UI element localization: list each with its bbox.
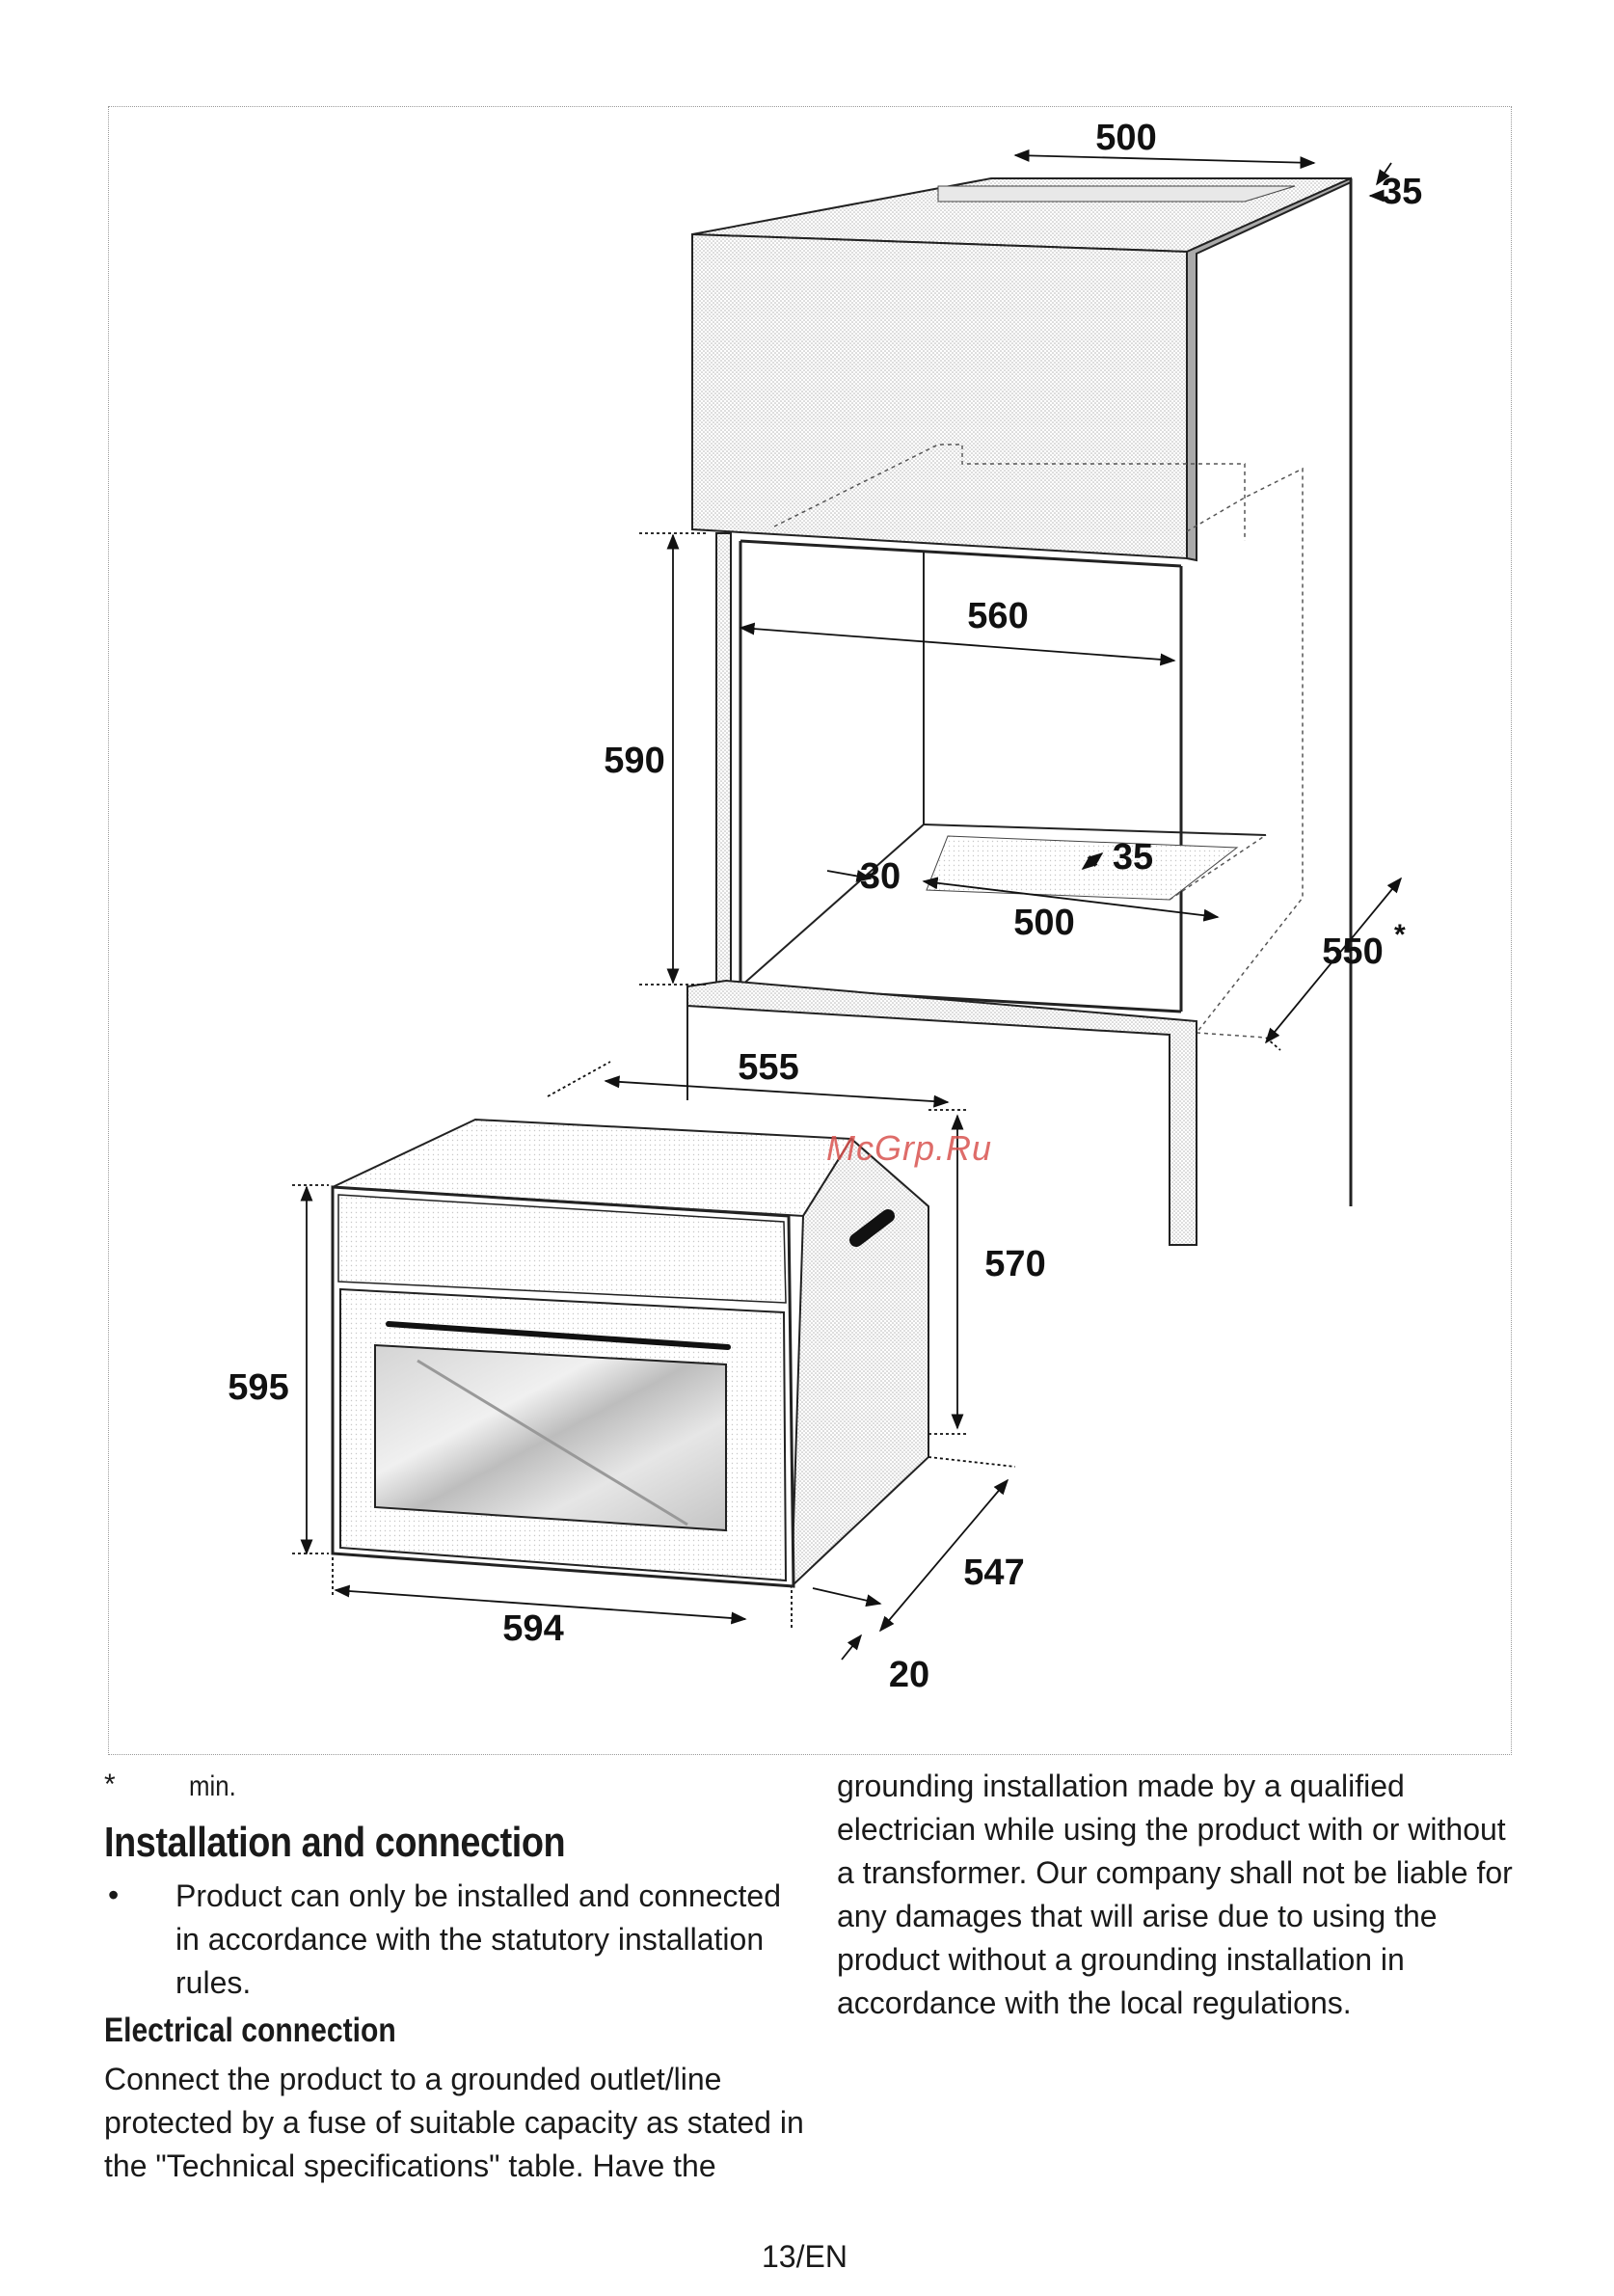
dim-bottom-depth: 35 xyxy=(1112,837,1154,878)
bullet-text: Product can only be installed and connected in accordance with the statutory installation rules. xyxy=(175,1878,781,2000)
section-title: Installation and connection xyxy=(104,1819,566,1866)
dim-bottom-gap: 30 xyxy=(859,856,901,897)
footnote-text: min. xyxy=(189,1770,236,1802)
dim-oven-depth: 555 xyxy=(738,1047,799,1088)
dim-bottom-width: 500 xyxy=(1013,903,1075,943)
page-number: 13/EN xyxy=(762,2239,847,2274)
dim-oven-body-height: 570 xyxy=(984,1244,1046,1284)
oven-unit xyxy=(333,1120,928,1586)
dim-niche-height: 590 xyxy=(604,741,665,781)
dim-top-width: 500 xyxy=(1095,118,1157,158)
cabinet-top-box xyxy=(692,178,1351,560)
watermark: McGrp.Ru xyxy=(825,1128,993,1168)
dim-niche-depth: 550 xyxy=(1322,932,1384,972)
dim-oven-height: 595 xyxy=(228,1367,289,1408)
dim-niche-depth-mark: * xyxy=(1394,919,1406,951)
bullet-symbol: • xyxy=(108,1877,120,1912)
footnote-mark: * xyxy=(104,1769,116,1800)
dim-oven-width: 594 xyxy=(502,1608,564,1649)
dim-front-thickness: 20 xyxy=(888,1655,930,1695)
diagram-drawing xyxy=(109,107,1513,1756)
subsection-title: Electrical connection xyxy=(104,2012,396,2049)
dim-top-depth: 35 xyxy=(1382,172,1423,212)
installation-diagram xyxy=(108,106,1512,1755)
paragraph-right: grounding installation made by a qualified electrician while using the product with or without a transformer. Our company shall not be liable for any damages that will arise due to using the product without a grounding installation in accordance with the local regulations. xyxy=(837,1769,1513,2020)
cabinet-niche xyxy=(687,445,1303,1245)
dim-niche-width: 560 xyxy=(967,596,1029,636)
paragraph-left: Connect the product to a grounded outlet/line protected by a fuse of suitable capacity as stated in the "Technical specifications" table. Have the xyxy=(104,2062,804,2183)
dim-oven-body-depth: 547 xyxy=(963,1553,1025,1593)
